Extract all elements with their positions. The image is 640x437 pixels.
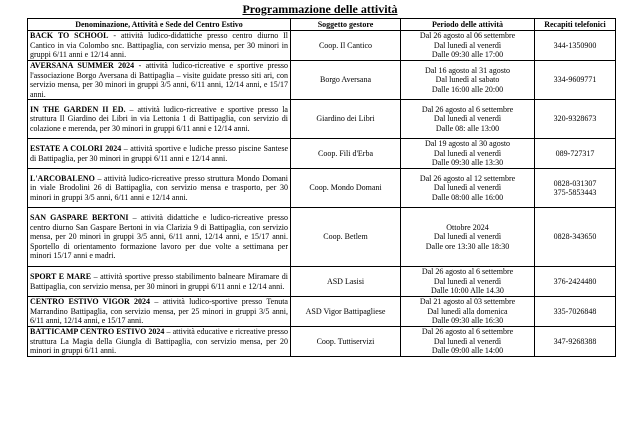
period-cell xyxy=(401,208,535,267)
period-cell xyxy=(401,169,535,208)
phone-number: 375-5853443 xyxy=(553,188,597,197)
activity-description: - attività ludico-ricreative e sportive presso l'associazione Borgo Aversana di Battipaglia – visite guidate presso siti ari, con servizio mensa, per 30 minori in gruppi 3/5 anni, 6/11 anni, 12/14 anni, e 15/17 anni. xyxy=(30,61,288,99)
manager-cell: ASD Lasisi xyxy=(291,267,401,297)
activity-cell xyxy=(28,297,291,327)
phone-number: 0828-343650 xyxy=(553,232,597,242)
phone-cell xyxy=(535,139,616,169)
table-row xyxy=(28,208,616,267)
period-line: Dalle ore 13:30 alle 18:30 xyxy=(425,241,510,251)
activity-description: – attività ludico-ricreative e sportive presso la struttura Il Giardino dei Libri in via Lettonia 1 di Battipaglia, con servizio di colazione e merenda, per 30 minori in gruppi 6/11 anni e 12/14 anni. xyxy=(30,104,288,133)
phone-number: 335-7026848 xyxy=(553,306,597,316)
period-line: Ottobre 2024 xyxy=(446,222,489,232)
period-line: Dal 19 agosto al 30 agosto xyxy=(424,139,511,149)
period-cell xyxy=(401,327,535,357)
period-line: Dal lunedì al venerdì xyxy=(433,40,502,50)
header-manager: Soggetto gestore xyxy=(291,19,401,31)
phone-cell xyxy=(535,61,616,100)
table-row xyxy=(28,100,616,139)
activity-name: CENTRO ESTIVO VIGOR 2024 xyxy=(30,297,151,307)
period-line: Dal 26 agosto al 12 settembre xyxy=(419,173,516,183)
period-line: Dal lunedì alla domenica xyxy=(427,306,508,316)
phone-number: 344-1350900 xyxy=(553,40,597,50)
activity-name: AVERSANA SUMMER 2024 xyxy=(30,61,135,70)
period-line: Dal 26 agosto al 6 settembre xyxy=(421,267,514,277)
period-cell xyxy=(401,100,535,139)
activity-description: – attività didattiche e ludico-ricreative presso centro diurno San Gaspare Bertoni in via Clarizia 9 di Battipaglia, con servizio mensa, per 20 minori in gruppi 3/5 anni, 6/11 anni, 12/14 anni, e 15/17 anni. Sportello di orientamento formazione lavoro per due volte a settimana per minori 15/17 anni e madri. xyxy=(30,213,289,261)
activity-cell xyxy=(28,100,291,139)
manager-cell: Borgo Aversana xyxy=(291,61,401,100)
activity-description: – attività educative e ricreative presso struttura La Magia della Giungla di Battipaglia, con servizio mensa, per 20 minori in gruppi 6/11 anni. xyxy=(30,327,288,356)
header-phones: Recapiti telefonici xyxy=(535,19,616,31)
manager-cell: Coop. Il Cantico xyxy=(291,31,401,61)
manager-cell: Coop. Mondo Domani xyxy=(291,169,401,208)
manager-cell: Giardino dei Libri xyxy=(291,100,401,139)
period-line: Dalle 08: alle 13:00 xyxy=(435,123,500,133)
period-line: Dal 26 agosto al 6 settembre xyxy=(421,327,514,337)
phone-number: 320-9328673 xyxy=(553,114,597,124)
phone-cell xyxy=(535,327,616,357)
manager-cell: ASD Vigor Battipagliese xyxy=(291,297,401,327)
activity-name: L'ARCOBALENO xyxy=(30,173,95,183)
period-cell xyxy=(401,61,535,100)
table-row xyxy=(28,61,616,100)
table-row xyxy=(28,139,616,169)
manager-cell: Coop. Betlem xyxy=(291,208,401,267)
table-row xyxy=(28,297,616,327)
activity-name: BATTICAMP CENTRO ESTIVO 2024 xyxy=(30,327,165,337)
activity-cell xyxy=(28,208,291,267)
period-line: Dal lunedì al venerdì xyxy=(433,114,502,124)
table-row xyxy=(28,169,616,208)
period-line: Dal 26 agosto al 06 settembre xyxy=(419,31,516,41)
period-line: Dalle 09:30 alle 17:00 xyxy=(431,50,504,60)
period-line: Dal lunedì al venerdì xyxy=(433,336,502,346)
period-line: Dalle 09:30 alle 16:30 xyxy=(431,316,504,326)
period-line: Dal 26 agosto al 6 settembre xyxy=(421,104,514,114)
activity-name: IN THE GARDEN II ED. xyxy=(30,104,126,114)
period-line: Dal 16 agosto al 31 agosto xyxy=(424,65,511,75)
activity-description: – attività sportive presso stabilimento balneare Miramare di Battipaglia, con servizio mensa, per 30 minori in gruppi 6/11 anni e 12/14 anni. xyxy=(30,272,288,291)
activity-cell xyxy=(28,31,291,61)
header-name: Denominazione, Attività e Sede del Centro Estivo xyxy=(28,19,291,31)
manager-cell: Coop. Fili d'Erba xyxy=(291,139,401,169)
activities-table xyxy=(27,18,616,357)
activity-description: – attività ludico-sportive presso Tenuta Marrandino Battipaglia, con servizio mensa, per 25 minori in gruppi 3/5 anni, 6/11 anni, 12/14 anni, e 15/17 anni. xyxy=(30,297,288,326)
activity-cell xyxy=(28,139,291,169)
table-row xyxy=(28,31,616,61)
phone-cell xyxy=(535,169,616,208)
period-line: Dalle 16:00 alle 20:00 xyxy=(431,84,504,94)
period-line: Dal lunedì al sabato xyxy=(435,75,500,85)
manager-cell: Coop. Tuttiservizi xyxy=(291,327,401,357)
activity-cell xyxy=(28,327,291,357)
activity-cell xyxy=(28,61,291,100)
period-line: Dal 21 agosto al 03 settembre xyxy=(419,297,516,307)
period-line: Dalle 09:30 alle 13:30 xyxy=(431,158,504,168)
period-cell xyxy=(401,267,535,297)
page-title: Programmazione delle attività xyxy=(242,2,398,16)
period-line: Dalle 09:00 alle 14:00 xyxy=(431,346,504,356)
phone-cell xyxy=(535,267,616,297)
period-cell xyxy=(401,139,535,169)
activity-description: – attività sportive e ludiche presso piscine Santese di Battipaglia, per 30 minori in gruppi 6/11 anni e 12/14 anni. xyxy=(30,144,288,163)
phone-number: 376-2424480 xyxy=(553,276,597,286)
table-header-row xyxy=(28,19,616,31)
period-line: Dal lunedì al venerdì xyxy=(433,183,502,193)
period-line: Dalle 10:00 Alle 14.30 xyxy=(431,286,504,296)
activity-description: – attività ludico-ricreative presso struttura Mondo Domani in viale Brodolini 26 di Battipaglia, con servizio mensa e trasporto, per 30 minori in gruppi 3/5 anni, 6/11 anni e 12/14 anni. xyxy=(30,173,288,202)
period-cell xyxy=(401,297,535,327)
period-line: Dal lunedì al venerdì xyxy=(433,276,502,286)
activity-name: BACK TO SCHOOL xyxy=(30,31,109,41)
phone-number: 0828-031307 xyxy=(553,178,597,188)
period-line: Dal lunedì al venerdì xyxy=(433,232,502,242)
phone-cell xyxy=(535,208,616,267)
activity-cell xyxy=(28,267,291,297)
phone-number: 347-9268388 xyxy=(553,336,597,346)
period-line: Dalle 08:00 alle 16:00 xyxy=(431,192,504,202)
period-cell xyxy=(401,31,535,61)
activity-description: - attività ludico-didattiche presso centro diurno Il Cantico in via Colombo snc. Battipaglia, con servizio mensa, per 30 minori in gruppi 6/11 anni e 12/14 anni. xyxy=(30,31,288,60)
table-row xyxy=(28,267,616,297)
phone-number: 334-9609771 xyxy=(553,75,597,85)
activity-name: SPORT E MARE xyxy=(30,272,92,281)
phone-cell xyxy=(535,100,616,139)
activity-cell xyxy=(28,169,291,208)
activity-name: ESTATE A COLORI 2024 xyxy=(30,144,122,153)
phone-number: 089-727317 xyxy=(555,148,595,158)
phone-cell xyxy=(535,31,616,61)
header-period: Periodo delle attività xyxy=(401,19,535,31)
activity-name: SAN GASPARE BERTONI xyxy=(30,213,129,223)
phone-cell xyxy=(535,297,616,327)
table-row xyxy=(28,327,616,357)
period-line: Dal lunedì al venerdì xyxy=(433,148,502,158)
